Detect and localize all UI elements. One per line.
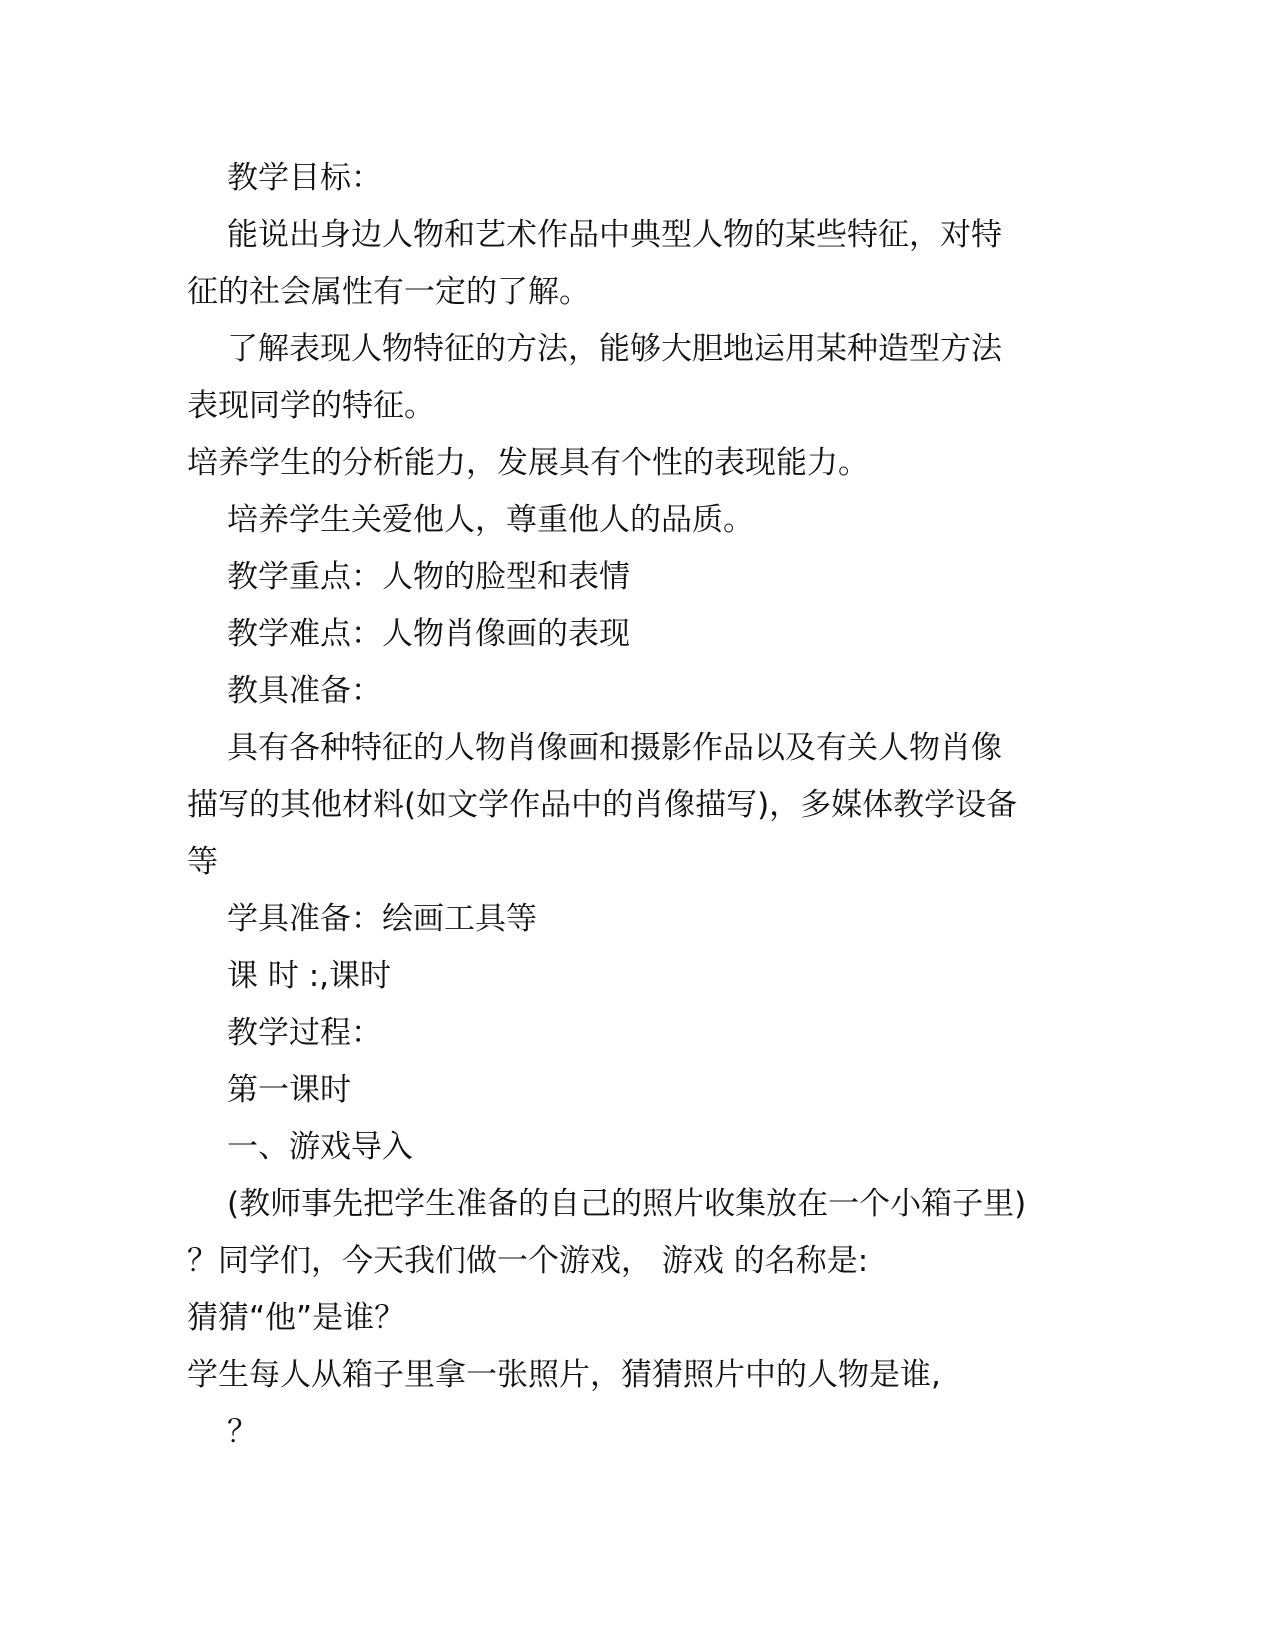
line-teaching-goals-heading: 教学目标： xyxy=(227,160,382,196)
line-teaching-aids-cont: 描写的其他材料(如文学作品中的肖像描写)，多媒体教学设备 xyxy=(187,787,1018,823)
line-class-hours: 课 时 :,课时 xyxy=(227,958,392,994)
line-teaching-aids-heading: 教具准备： xyxy=(227,673,382,709)
line-goal-1-cont: 征的社会属性有一定的了解。 xyxy=(187,274,590,310)
line-game-rules: 学生每人从箱子里拿一张照片，猜猜照片中的人物是谁, xyxy=(187,1357,941,1393)
document-body xyxy=(187,150,1067,1461)
line-teaching-aids-cont-2: 等 xyxy=(187,844,218,880)
line-goal-4: 培养学生关爱他人，尊重他人的品质。 xyxy=(227,502,754,538)
line-goal-1: 能说出身边人物和艺术作品中典型人物的某些特征，对特 xyxy=(227,217,1002,253)
line-goal-3: 培养学生的分析能力，发展具有个性的表现能力。 xyxy=(187,445,869,481)
line-student-tools: 学具准备：绘画工具等 xyxy=(227,901,537,937)
line-teacher-prep-note: (教师事先把学生准备的自己的照片收集放在一个小箱子里) xyxy=(227,1186,1027,1222)
line-section-game-intro: 一、游戏导入 xyxy=(227,1129,413,1165)
line-game-announcement: ？同学们，今天我们做一个游戏， 游戏 的名称是: xyxy=(187,1243,869,1279)
line-teaching-aids: 具有各种特征的人物肖像画和摄影作品以及有关人物肖像 xyxy=(227,730,1002,766)
line-game-name: 猜猜“他”是谁？ xyxy=(187,1300,406,1336)
line-goal-2: 了解表现人物特征的方法，能够大胆地运用某种造型方法 xyxy=(227,331,1002,367)
line-key-point: 教学重点：人物的脸型和表情 xyxy=(227,559,630,595)
line-difficulty: 教学难点：人物肖像画的表现 xyxy=(227,616,630,652)
line-process-heading: 教学过程： xyxy=(227,1015,382,1051)
line-goal-2-cont: 表现同学的特征。 xyxy=(187,388,435,424)
line-first-lesson: 第一课时 xyxy=(227,1072,351,1108)
line-question-mark: ？ xyxy=(227,1414,258,1450)
